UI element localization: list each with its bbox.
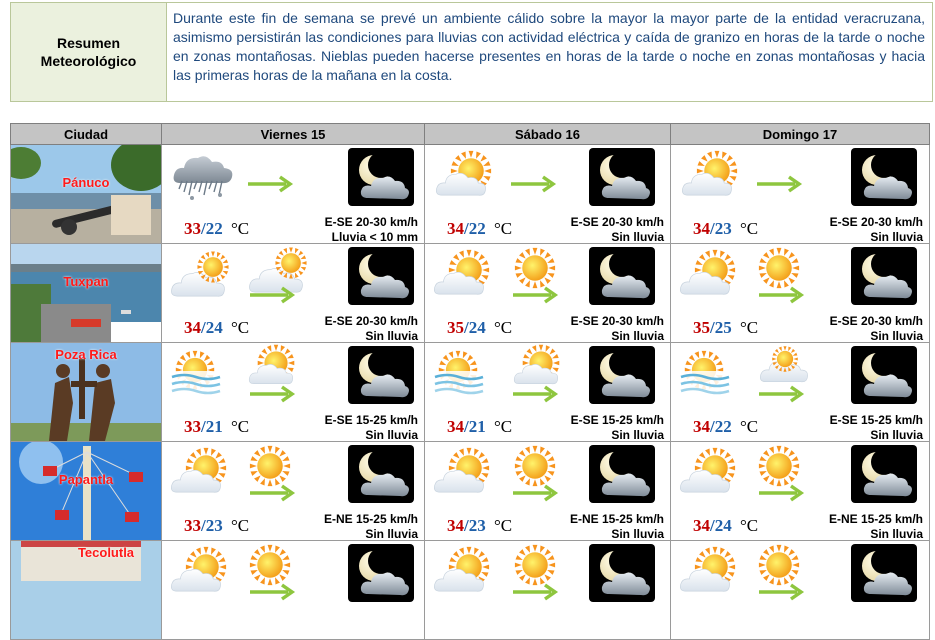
forecast-cell [671, 541, 930, 640]
temperature: 34/24 °C [693, 516, 759, 535]
wind-rain-info [571, 314, 664, 344]
temperature: 35/25 °C [693, 318, 759, 337]
wind-rain-info [571, 215, 664, 245]
forecast-cell [671, 145, 930, 244]
moon-cloud-icon [851, 346, 917, 404]
rain-amount: Sin lluvia [365, 428, 418, 442]
rain-cloud-icon [172, 151, 232, 207]
moon-cloud-icon [589, 544, 655, 602]
temp-max: 34 [447, 219, 464, 238]
wind-speed: E-NE 15-25 km/h [323, 512, 418, 526]
sun-cloud-icon [681, 151, 741, 207]
city-cell [11, 442, 162, 541]
temp-unit: °C [230, 318, 250, 337]
temp-min: 25 [714, 318, 732, 337]
arrow-right-icon [759, 583, 807, 606]
temp-min: 23 [205, 516, 223, 535]
forecast-row [11, 244, 930, 343]
secondary-weather-icon [513, 444, 569, 484]
rain-amount: Sin lluvia [611, 527, 664, 541]
sun-cloud-icon [679, 250, 739, 306]
forecast-cell [425, 343, 671, 442]
city-name: Tecolutla [77, 545, 135, 560]
temp-max: 33 [184, 516, 201, 535]
secondary-weather-icon [757, 444, 813, 484]
city-name: Papantla [58, 472, 114, 487]
rain-amount: Sin lluvia [870, 230, 923, 244]
temp-min: 24 [468, 318, 486, 337]
temp-unit: °C [739, 219, 759, 238]
moon-cloud-icon [348, 346, 414, 404]
temp-max: 35 [447, 318, 464, 337]
temp-max: 34 [447, 417, 464, 436]
header-day-1: Viernes 15 [162, 124, 425, 145]
summary-label: Resumen Meteorológico [11, 3, 167, 101]
rain-amount: Sin lluvia [611, 428, 664, 442]
wind-speed: E-SE 20-30 km/h [829, 314, 923, 328]
temp-min: 22 [205, 219, 223, 238]
city-photo [11, 244, 161, 342]
wind-speed: E-SE 15-25 km/h [324, 413, 418, 427]
forecast-row [11, 541, 930, 640]
wind-speed: E-SE 15-25 km/h [570, 413, 664, 427]
temp-min: 21 [468, 417, 486, 436]
wind-speed: E-SE 20-30 km/h [829, 215, 923, 229]
wind-rain-info [324, 512, 418, 542]
city-name: Tuxpan [63, 274, 109, 289]
moon-cloud-icon [589, 346, 655, 404]
moon-cloud-icon [851, 247, 917, 305]
secondary-weather-icon [757, 543, 813, 583]
forecast-header-row [11, 124, 930, 145]
cloud-sun-icon [170, 250, 230, 306]
rain-amount: Sin lluvia [611, 230, 664, 244]
rain-amount: Sin lluvia [870, 329, 923, 343]
temp-min: 22 [468, 219, 486, 238]
temp-min: 23 [714, 219, 732, 238]
secondary-weather-icon [248, 543, 304, 583]
forecast-cell [162, 145, 425, 244]
rain-amount: Sin lluvia [870, 428, 923, 442]
temp-min: 21 [205, 417, 223, 436]
moon-cloud-icon [851, 544, 917, 602]
city-cell [11, 541, 162, 640]
arrow-right-icon [250, 484, 298, 507]
wind-rain-info [830, 413, 923, 443]
arrow-right-icon [513, 385, 561, 408]
arrow-right-icon [757, 175, 805, 198]
header-city: Ciudad [11, 124, 162, 145]
temp-max: 33 [184, 219, 201, 238]
temp-max: 33 [184, 417, 201, 436]
temperature: 34/21 °C [447, 417, 513, 436]
forecast-cell [162, 541, 425, 640]
fog-icon [170, 349, 230, 405]
wind-speed: E-NE 15-25 km/h [569, 512, 664, 526]
summary-text: Durante este fin de semana se prevé un ambiente cálido sobre la mayor la mayor parte de la entidad veracruzana, asimismo persistirán las condiciones para lluvias con actividad eléctrica y caída de granizo en horas de la tarde o noche en zonas montañosas. Nieblas pueden hacerse presentes en horas de la tarde o noche en zonas montañosas y hacia las primeras horas de la mañana en la costa. [173, 10, 925, 83]
arrow-right-icon [759, 484, 807, 507]
temperature: 33/23 °C [184, 516, 250, 535]
temperature: 34/23 °C [447, 516, 513, 535]
moon-cloud-icon [348, 148, 414, 206]
temp-unit: °C [493, 516, 513, 535]
weather-summary [10, 2, 933, 102]
temp-unit: °C [739, 516, 759, 535]
temp-min: 23 [468, 516, 486, 535]
forecast-row [11, 442, 930, 541]
wind-rain-info [325, 215, 418, 245]
rain-amount: Sin lluvia [611, 329, 664, 343]
forecast-cell [162, 244, 425, 343]
temp-max: 35 [693, 318, 710, 337]
temp-unit: °C [493, 219, 513, 238]
wind-rain-info [571, 413, 664, 443]
moon-cloud-icon [348, 544, 414, 602]
sun-cloud-icon [433, 448, 493, 504]
moon-cloud-icon [851, 445, 917, 503]
forecast-cell [425, 541, 671, 640]
sun-cloud-icon [433, 547, 493, 603]
sun-cloud-icon [170, 448, 230, 504]
temp-max: 34 [693, 417, 710, 436]
forecast-cell [425, 244, 671, 343]
moon-cloud-icon [851, 148, 917, 206]
rain-amount: Sin lluvia [365, 329, 418, 343]
city-name: Poza Rica [55, 347, 117, 362]
temp-min: 24 [714, 516, 732, 535]
city-photo [11, 442, 161, 540]
header-day-3: Domingo 17 [671, 124, 930, 145]
forecast-row [11, 145, 930, 244]
city-cell [11, 244, 162, 343]
arrow-right-icon [250, 385, 298, 408]
temperature: 34/22 °C [693, 417, 759, 436]
wind-rain-info [829, 512, 923, 542]
city-cell [11, 343, 162, 442]
sun-cloud-icon [170, 547, 230, 603]
temperature: 34/22 °C [447, 219, 513, 238]
temp-max: 34 [693, 516, 710, 535]
temperature: 33/21 °C [184, 417, 250, 436]
arrow-right-icon [511, 175, 559, 198]
city-cell [11, 145, 162, 244]
forecast-cell [425, 145, 671, 244]
forecast-row [11, 343, 930, 442]
rain-amount: Lluvia < 10 mm [331, 230, 418, 244]
rain-amount: Sin lluvia [365, 527, 418, 541]
secondary-weather-icon [513, 246, 569, 286]
fog-icon [433, 349, 493, 405]
temperature: 34/23 °C [693, 219, 759, 238]
wind-rain-info [830, 215, 923, 245]
wind-speed: E-SE 20-30 km/h [570, 314, 664, 328]
forecast-cell [671, 244, 930, 343]
fog-icon [679, 349, 739, 405]
wind-rain-info [830, 314, 923, 344]
wind-rain-info [325, 413, 418, 443]
city-photo [11, 145, 161, 243]
forecast-table [10, 123, 930, 640]
forecast-cell [162, 343, 425, 442]
arrow-right-icon [759, 385, 807, 408]
rain-amount: Sin lluvia [870, 527, 923, 541]
secondary-weather-icon [757, 246, 813, 286]
forecast-cell [671, 442, 930, 541]
temp-min: 24 [205, 318, 223, 337]
wind-speed: E-SE 20-30 km/h [570, 215, 664, 229]
city-name: Pánuco [62, 175, 110, 190]
temperature: 33/22 °C [184, 219, 250, 238]
moon-cloud-icon [589, 148, 655, 206]
temp-unit: °C [230, 417, 250, 436]
header-day-2: Sábado 16 [425, 124, 671, 145]
secondary-weather-icon [248, 345, 304, 385]
arrow-right-icon [513, 583, 561, 606]
temperature: 35/24 °C [447, 318, 513, 337]
moon-cloud-icon [589, 445, 655, 503]
arrow-right-icon [248, 175, 296, 198]
secondary-weather-icon [513, 543, 569, 583]
wind-rain-info [325, 314, 418, 344]
arrow-right-icon [250, 286, 298, 309]
forecast-cell [425, 442, 671, 541]
forecast-cell [162, 442, 425, 541]
temperature: 34/24 °C [184, 318, 250, 337]
moon-cloud-icon [348, 247, 414, 305]
wind-speed: E-NE 15-25 km/h [828, 512, 923, 526]
wind-speed: E-SE 20-30 km/h [324, 215, 418, 229]
temp-unit: °C [493, 318, 513, 337]
sun-cloud-icon [679, 547, 739, 603]
moon-cloud-icon [348, 445, 414, 503]
secondary-weather-icon [248, 444, 304, 484]
wind-speed: E-SE 20-30 km/h [324, 314, 418, 328]
temp-min: 22 [714, 417, 732, 436]
temp-unit: °C [493, 417, 513, 436]
moon-cloud-icon [589, 247, 655, 305]
wind-rain-info [570, 512, 664, 542]
temp-max: 34 [447, 516, 464, 535]
sun-cloud-icon [679, 448, 739, 504]
forecast-cell [671, 343, 930, 442]
secondary-weather-icon [757, 345, 813, 385]
secondary-weather-icon [513, 345, 569, 385]
arrow-right-icon [513, 286, 561, 309]
temp-max: 34 [693, 219, 710, 238]
arrow-right-icon [250, 583, 298, 606]
temp-unit: °C [739, 318, 759, 337]
temp-max: 34 [184, 318, 201, 337]
temp-unit: °C [739, 417, 759, 436]
sun-cloud-icon [435, 151, 495, 207]
arrow-right-icon [513, 484, 561, 507]
wind-speed: E-SE 15-25 km/h [829, 413, 923, 427]
temp-unit: °C [230, 219, 250, 238]
secondary-weather-icon [248, 246, 304, 286]
temp-unit: °C [230, 516, 250, 535]
sun-cloud-icon [433, 250, 493, 306]
arrow-right-icon [759, 286, 807, 309]
